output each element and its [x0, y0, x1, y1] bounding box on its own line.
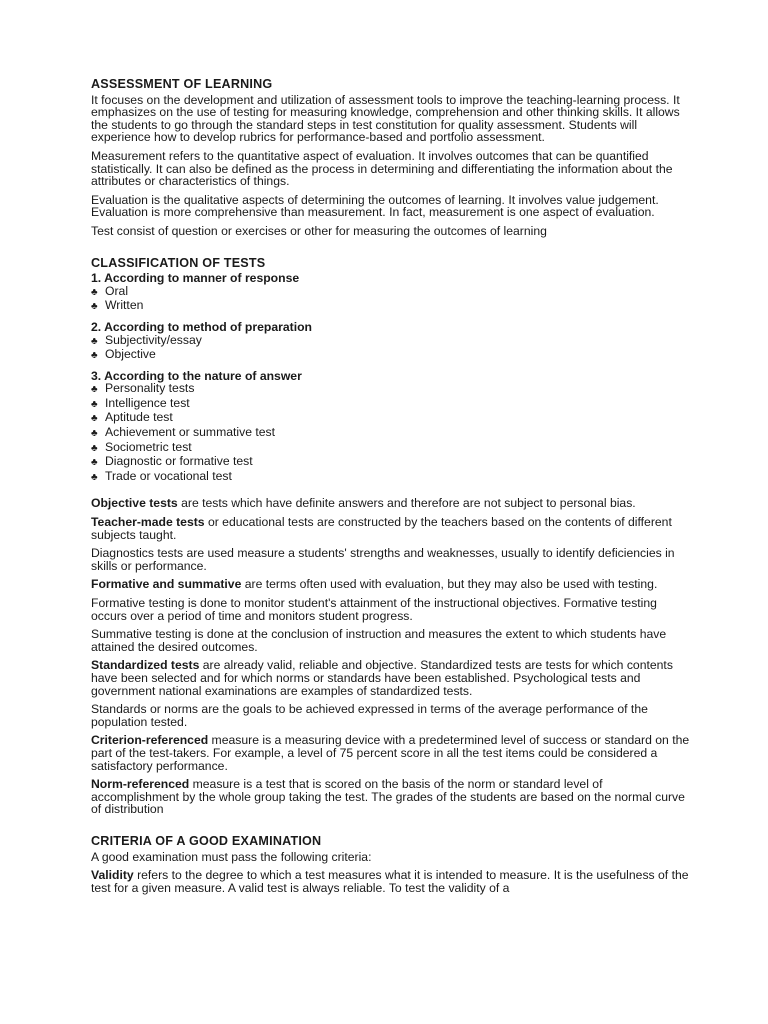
club-bullet-icon: ♣ — [91, 398, 98, 410]
club-bullet-icon: ♣ — [91, 335, 98, 347]
paragraph: Evaluation is the qualitative aspects of determining the outcomes of learning. It involves value judgement. Evaluation is more comprehensive than measurement. In fact, measurement is one aspect of evaluation. — [91, 192, 659, 220]
document-page — [91, 78, 691, 900]
paragraph: Test consist of question or exercises or other for measuring the outcomes of learning — [91, 223, 547, 238]
club-bullet-icon: ♣ — [91, 428, 98, 440]
list-item: ♣ Personality tests — [91, 381, 195, 396]
definition-paragraph: Standards or norms are the goals to be achieved expressed in terms of the average performance of the population tested. — [91, 702, 648, 729]
definition-paragraph: Validity refers to the degree to which a test measures what it is intended to measure. It is the usefulness of the test for a given measure. A valid test is always reliable. To test the validity of a — [91, 868, 689, 895]
club-bullet-icon: ♣ — [91, 471, 98, 483]
definition-paragraph: Objective tests are tests which have definite answers and therefore are not subject to personal bias. — [91, 496, 636, 511]
list-item: ♣ Written — [91, 298, 144, 313]
group-heading: 2. According to method of preparation — [91, 319, 312, 334]
list-item: ♣ Subjectivity/essay — [91, 332, 202, 347]
section-title-assessment: ASSESSMENT OF LEARNING — [91, 77, 273, 91]
club-bullet-icon: ♣ — [91, 442, 98, 454]
club-bullet-icon: ♣ — [91, 350, 98, 362]
definition-paragraph: Formative and summative are terms often used with evaluation, but they may also be used with testing. — [91, 577, 658, 592]
section-title-criteria: CRITERIA OF A GOOD EXAMINATION — [91, 833, 322, 848]
section-title-classification: CLASSIFICATION OF TESTS — [91, 255, 266, 270]
club-bullet-icon: ♣ — [91, 384, 98, 396]
definition-paragraph: Teacher-made tests or educational tests are constructed by the teachers based on the contents of different subjects taught. — [91, 515, 672, 542]
list-item: ♣ Achievement or summative test — [91, 425, 276, 440]
list-item: ♣ Objective — [91, 347, 156, 362]
list-item: ♣ Sociometric test — [91, 439, 192, 454]
list-item: ♣ Trade or vocational test — [91, 468, 232, 483]
definition-paragraph: Standardized tests are already valid, reliable and objective. Standardized tests are tests for which contents have been selected and for which norms or standards have been established. Psychological tests and government national examinations are examples of standardized tests. — [91, 658, 673, 698]
list-item: ♣ Oral — [91, 283, 129, 298]
list-item: ♣ Aptitude test — [91, 410, 173, 425]
club-bullet-icon: ♣ — [91, 301, 98, 313]
definition-paragraph: Summative testing is done at the conclusion of instruction and measures the extent to which students have attained the desired outcomes. — [91, 627, 667, 654]
definition-paragraph: Criterion-referenced measure is a measuring device with a predetermined level of success or standard on the part of the test-takers. For example, a level of 75 percent score in all the test items could be considered a satisfactory performance. — [91, 733, 690, 773]
definition-paragraph: Formative testing is done to monitor student's attainment of the instructional objectives. Formative testing occurs over a period of time and monitors student progress. — [91, 596, 657, 623]
paragraph: A good examination must pass the following criteria: — [91, 849, 372, 864]
list-item: ♣ Intelligence test — [91, 395, 190, 410]
club-bullet-icon: ♣ — [91, 286, 98, 298]
list-item: ♣ Diagnostic or formative test — [91, 454, 253, 469]
paragraph: It focuses on the development and utilization of assessment tools to improve the teaching-learning process. It emphasizes on the use of testing for measuring knowledge, comprehension and other thinking skills. It allows the students to go through the standard steps in test constitution for quality assessment. Students will experience how to develop rubrics for performance-based and portfolio assessment. — [91, 92, 680, 145]
bullet-list — [91, 382, 691, 484]
bullet-list — [91, 285, 691, 314]
group-heading: 1. According to manner of response — [91, 271, 300, 286]
club-bullet-icon: ♣ — [91, 413, 98, 425]
paragraph: Measurement refers to the quantitative aspect of evaluation. It involves outcomes that can be quantified statistically. It can also be defined as the process in determining and differentiating the information about the attributes or characteristics of things. — [91, 148, 673, 189]
definition-paragraph: Diagnostics tests are used measure a students' strengths and weaknesses, usually to identify deficiencies in skills or performance. — [91, 546, 675, 573]
club-bullet-icon: ♣ — [91, 457, 98, 469]
group-heading: 3. According to the nature of answer — [91, 368, 302, 383]
bullet-list — [91, 334, 691, 363]
definition-paragraph: Norm-referenced measure is a test that is scored on the basis of the norm or standard level of accomplishment by the whole group taking the test. The grades of the students are based on the normal curve of distribution — [91, 777, 685, 817]
